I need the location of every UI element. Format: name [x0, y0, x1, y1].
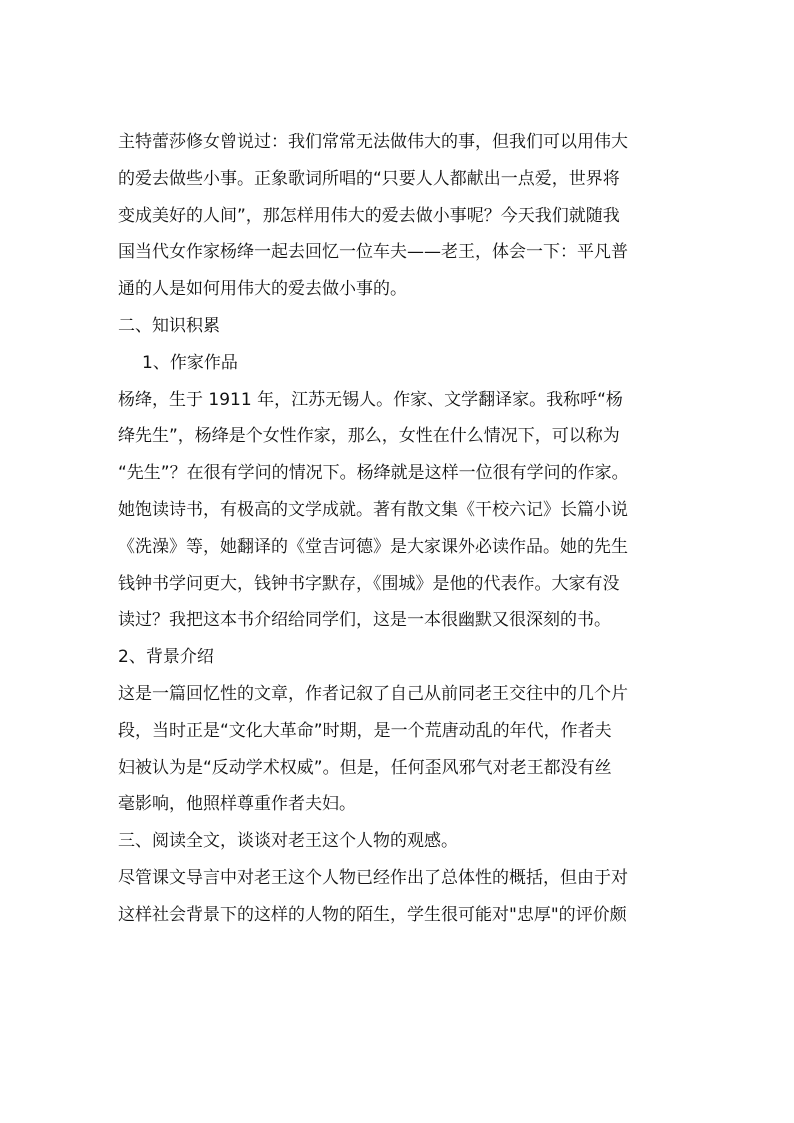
paragraph-line: 这是一篇回忆性的文章，作者记叙了自己从前同老王交往中的几个片: [118, 683, 628, 704]
paragraph-line: 通的人是如何用伟大的爱去做小事的。: [118, 279, 407, 300]
paragraph-line: 钱钟书学问更大，钱钟书字默存，《围城》是他的代表作。大家有没: [118, 573, 620, 594]
paragraph-line: 变成美好的人间”，那怎样用伟大的爱去做小事呢？今天我们就随我: [118, 205, 620, 226]
paragraph-line: 杨绛，生于 1911 年，江苏无锡人。作家、文学翻译家。我称呼“杨: [118, 389, 623, 410]
paragraph-line: 主特蕾莎修女曾说过：我们常常无法做伟大的事，但我们可以用伟大: [118, 132, 628, 152]
subsection-heading: 1、作家作品: [142, 352, 238, 373]
paragraph-line: 毫影响，他照样尊重作者夫妇。: [118, 794, 356, 815]
document-page: [118, 124, 678, 934]
subsection-heading: 2、背景介绍: [118, 647, 214, 668]
paragraph-line: 的爱去做些小事。正象歌词所唱的“只要人人都献出一点爱，世界将: [118, 168, 620, 189]
paragraph-line: 读过？我把这本书介绍给同学们，这是一本很幽默又很深刻的书。: [118, 610, 611, 631]
paragraph-line: 这样社会背景下的这样的人物的陌生，学生很可能对"忠厚"的评价颇: [118, 904, 627, 925]
paragraph-line: 绛先生”，杨绛是个女性作家，那么，女性在什么情况下，可以称为: [118, 426, 620, 447]
paragraph-line: 《洗澡》等，她翻译的《堂吉诃德》是大家课外必读作品。她的先生: [118, 536, 628, 557]
paragraph-line: “先生”？在很有学问的情况下。杨绛就是这样一位很有学问的作家。: [118, 463, 629, 484]
paragraph-line: 她饱读诗书，有极高的文学成就。著有散文集《干校六记》长篇小说: [118, 499, 628, 520]
section-heading: 二、知识积累: [118, 315, 220, 336]
paragraph-line: 国当代女作家杨绛一起去回忆一位车夫——老王，体会一下：平凡普: [118, 242, 628, 263]
section-heading: 三、阅读全文，谈谈对老王这个人物的观感。: [118, 831, 458, 852]
paragraph-line: 段，当时正是“文化大革命”时期，是一个荒唐动乱的年代，作者夫: [118, 720, 612, 741]
paragraph-line: 妇被认为是“反动学术权威”。但是，任何歪风邪气对老王都没有丝: [118, 757, 612, 778]
paragraph-line: 尽管课文导言中对老王这个人物已经作出了总体性的概括，但由于对: [118, 867, 628, 888]
